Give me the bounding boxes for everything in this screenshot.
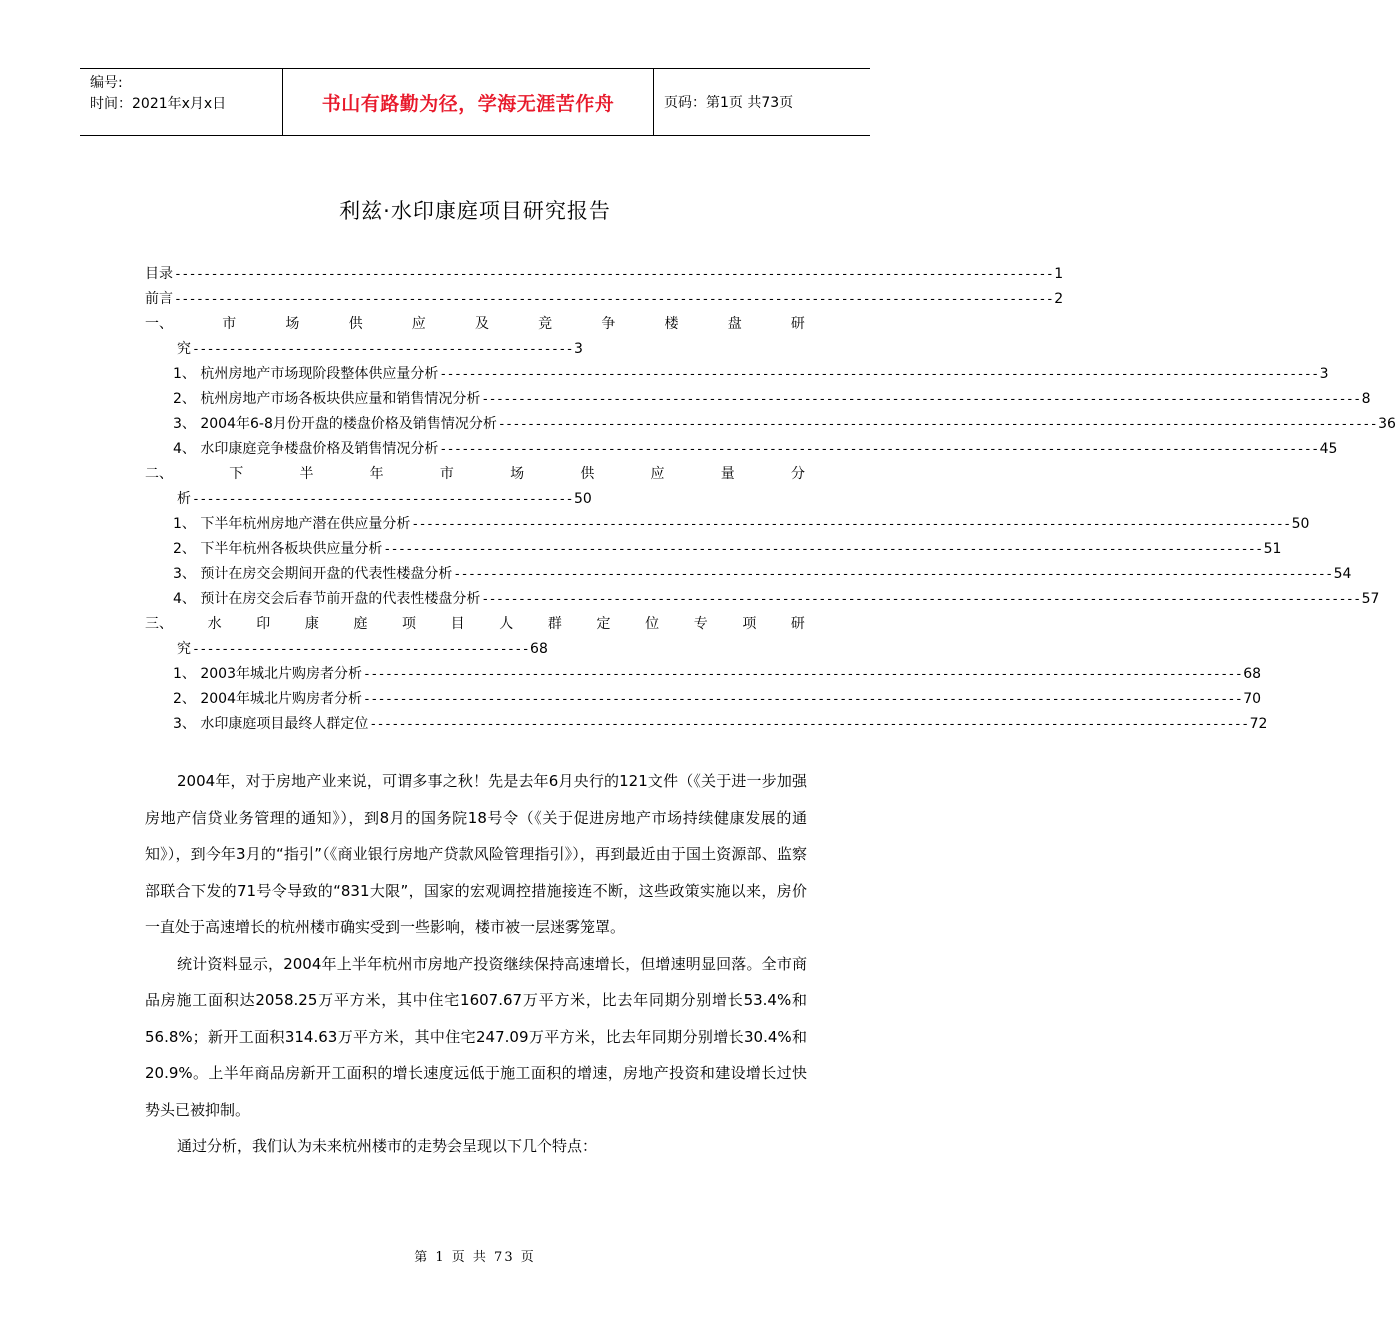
toc-heading-char: 盘 [727, 316, 742, 332]
toc-heading-char: 分 [790, 466, 805, 482]
toc-heading-char: 研 [790, 616, 805, 632]
toc-leader: ------------------------------------------------------------------------------------------------------------------------ [497, 417, 1378, 432]
toc-leader: ------------------------------------------------------------------------------------------------------------------------ [439, 367, 1319, 382]
toc-heading-char: 专 [693, 616, 708, 632]
toc-heading-char: 供 [348, 316, 363, 332]
toc-heading-char: 场 [510, 466, 525, 482]
toc-entry-text: 4、 水印康庭竞争楼盘价格及销售情况分析 [173, 441, 439, 457]
toc-entry-text: 3、 预计在房交会期间开盘的代表性楼盘分析 [173, 566, 453, 582]
toc-leader: ------------------------------------------------------------------------------------------------------------------------ [174, 267, 1054, 282]
toc-heading-char: 下 [229, 466, 244, 482]
toc-page-number: 68 [530, 641, 548, 657]
header-page-info: 页码：第1页 共73页 [664, 95, 794, 111]
toc-heading-char: 定 [596, 616, 611, 632]
toc-section-heading[interactable] [145, 312, 805, 337]
page-header [80, 68, 870, 136]
toc-leader: ------------------------------------------------------------------------------------------------------------------------ [363, 692, 1243, 707]
toc-page-number: 54 [1333, 566, 1352, 582]
table-of-contents [145, 262, 1396, 737]
toc-entry[interactable] [145, 512, 1310, 537]
toc-section-number: 二、 [145, 466, 173, 482]
toc-entry-text: 1、 杭州房地产市场现阶段整体供应量分析 [173, 366, 439, 382]
toc-heading-char: 位 [645, 616, 660, 632]
toc-section-continuation[interactable] [145, 637, 805, 662]
toc-heading-char: 项 [742, 616, 757, 632]
toc-section-continuation[interactable] [145, 337, 805, 362]
toc-leader: ------------------------------------------------------------------------------------------------------------------------ [383, 542, 1263, 557]
toc-entry-text: 2、 下半年杭州各板块供应量分析 [173, 541, 383, 557]
toc-page-number: 3 [1319, 366, 1329, 382]
code-label: 编号: [90, 75, 123, 91]
toc-heading-char: 目 [450, 616, 465, 632]
toc-entry-text: 究 [177, 641, 191, 657]
toc-entry-text: 析 [177, 491, 191, 507]
toc-heading-char: 水 [207, 616, 222, 632]
toc-heading-char: 市 [222, 316, 237, 332]
toc-leader: ------------------------------------------------------------------------------------------------------------------------ [363, 667, 1243, 682]
toc-entry[interactable] [145, 437, 1338, 462]
toc-entry[interactable] [145, 287, 1064, 312]
toc-page-number: 57 [1361, 591, 1380, 607]
toc-page-number: 3 [574, 341, 583, 357]
toc-leader: ------------------------------------------------------------------------------------------------------------------------ [369, 717, 1249, 732]
toc-heading-char: 及 [474, 316, 489, 332]
paragraph: 通过分析，我们认为未来杭州楼市的走势会呈现以下几个特点： [177, 1137, 598, 1155]
toc-heading-char: 应 [650, 466, 665, 482]
toc-entry[interactable] [145, 262, 1064, 287]
toc-heading-char: 场 [285, 316, 300, 332]
toc-page-number: 68 [1243, 666, 1262, 682]
toc-heading-char: 楼 [664, 316, 679, 332]
toc-page-number: 50 [1291, 516, 1310, 532]
toc-entry-text: 3、 水印康庭项目最终人群定位 [173, 716, 369, 732]
toc-page-number: 70 [1243, 691, 1262, 707]
toc-leader: ------------------------------------------------------------------------------------------------------------------------ [411, 517, 1291, 532]
toc-heading-char: 年 [369, 466, 384, 482]
paragraph: 统计资料显示，2004年上半年杭州市房地产投资继续保持高速增长，但增速明显回落。全市商品房施工面积达2058.25万平方米，其中住宅1607.67万平方米，比去年同期分别增长53.4%和56.8%；新开工面积314.63万平方米，其中住宅247.09万平方米，比去年同期分别增长30.4%和20.9%。上半年商品房新开工面积的增长速度远低于施工面积的增速，房地产投资和建设增长过快势头已被抑制。 [145, 954, 807, 1119]
toc-entry-text: 究 [177, 341, 191, 357]
toc-page-number: 45 [1319, 441, 1338, 457]
toc-heading-char: 应 [411, 316, 426, 332]
toc-page-number: 51 [1263, 541, 1282, 557]
toc-entry[interactable] [145, 412, 1396, 437]
page-footer: 第 1 页 共 73 页 [414, 1250, 536, 1265]
toc-heading-char: 研 [790, 316, 805, 332]
toc-page-number: 2 [1054, 291, 1064, 307]
toc-leader: ---------------------------------------------- [192, 642, 530, 657]
toc-page-number: 8 [1361, 391, 1371, 407]
toc-leader: ------------------------------------------------------------------------------------------------------------------------ [481, 592, 1361, 607]
toc-entry-text: 3、 2004年6-8月份开盘的楼盘价格及销售情况分析 [173, 416, 497, 432]
header-meta [80, 69, 282, 135]
toc-heading-char: 供 [580, 466, 595, 482]
toc-entry-text: 1、 下半年杭州房地产潜在供应量分析 [173, 516, 411, 532]
toc-leader: ------------------------------------------------------------------------------------------------------------------------ [439, 442, 1319, 457]
paragraph: 2004年，对于房地产业来说，可谓多事之秋！先是去年6月央行的121文件（《关于进一步加强房地产信贷业务管理的通知》），到8月的国务院18号令（《关于促进房地产市场持续健康发展的通知》），到今年3月的“指引”（《商业银行房地产贷款风险管理指引》），再到最近由于国土资源部、监察部联合下发的71号令导致的“831大限”，国家的宏观调控措施接连不断，这些政策实施以来，房价一直处于高速增长的杭州楼市确实受到一些影响，楼市被一层迷雾笼罩。 [145, 772, 807, 936]
toc-heading-char: 庭 [353, 616, 368, 632]
toc-heading-char: 康 [304, 616, 319, 632]
toc-page-number: 72 [1249, 716, 1268, 732]
toc-entry-text: 1、 2003年城北片购房者分析 [173, 666, 362, 682]
toc-entry-text: 目录 [145, 266, 173, 282]
toc-section-number: 一、 [145, 316, 173, 332]
toc-heading-char: 半 [299, 466, 314, 482]
toc-entry-text: 4、 预计在房交会后春节前开盘的代表性楼盘分析 [173, 591, 481, 607]
toc-heading-char: 人 [499, 616, 514, 632]
toc-heading-char: 市 [439, 466, 454, 482]
toc-entry[interactable] [145, 537, 1282, 562]
toc-page-number: 36 [1378, 416, 1396, 432]
document-title: 利兹·水印康庭项目研究报告 [339, 199, 611, 223]
toc-entry[interactable] [145, 687, 1262, 712]
toc-entry[interactable] [145, 387, 1371, 412]
time-label: 时间：2021年x月x日 [90, 96, 227, 112]
toc-heading-char: 量 [720, 466, 735, 482]
toc-leader: ---------------------------------------------------- [192, 342, 573, 357]
toc-heading-char: 群 [547, 616, 562, 632]
toc-entry-text: 前言 [145, 291, 173, 307]
toc-entry[interactable] [145, 362, 1329, 387]
toc-heading-char: 竞 [538, 316, 553, 332]
toc-leader: ---------------------------------------------------- [192, 492, 573, 507]
toc-leader: ------------------------------------------------------------------------------------------------------------------------ [453, 567, 1333, 582]
header-motto: 书山有路勤为径，学海无涯苦作舟 [282, 69, 654, 135]
toc-page-number: 1 [1054, 266, 1064, 282]
toc-section-number: 三、 [145, 616, 173, 632]
toc-entry[interactable] [145, 562, 1352, 587]
toc-leader: ------------------------------------------------------------------------------------------------------------------------ [481, 392, 1361, 407]
body-text [145, 763, 807, 1165]
toc-entry[interactable] [145, 712, 1268, 737]
toc-section-heading[interactable] [145, 612, 805, 637]
toc-leader: ------------------------------------------------------------------------------------------------------------------------ [174, 292, 1054, 307]
toc-section-continuation[interactable] [145, 487, 805, 512]
toc-entry-text: 2、 杭州房地产市场各板块供应量和销售情况分析 [173, 391, 481, 407]
toc-section-heading[interactable] [145, 462, 805, 487]
toc-entry[interactable] [145, 587, 1380, 612]
toc-entry-text: 2、 2004年城北片购房者分析 [173, 691, 362, 707]
toc-heading-char: 项 [402, 616, 417, 632]
toc-entry[interactable] [145, 662, 1262, 687]
toc-page-number: 50 [574, 491, 592, 507]
toc-heading-char: 争 [601, 316, 616, 332]
toc-heading-char: 印 [256, 616, 271, 632]
